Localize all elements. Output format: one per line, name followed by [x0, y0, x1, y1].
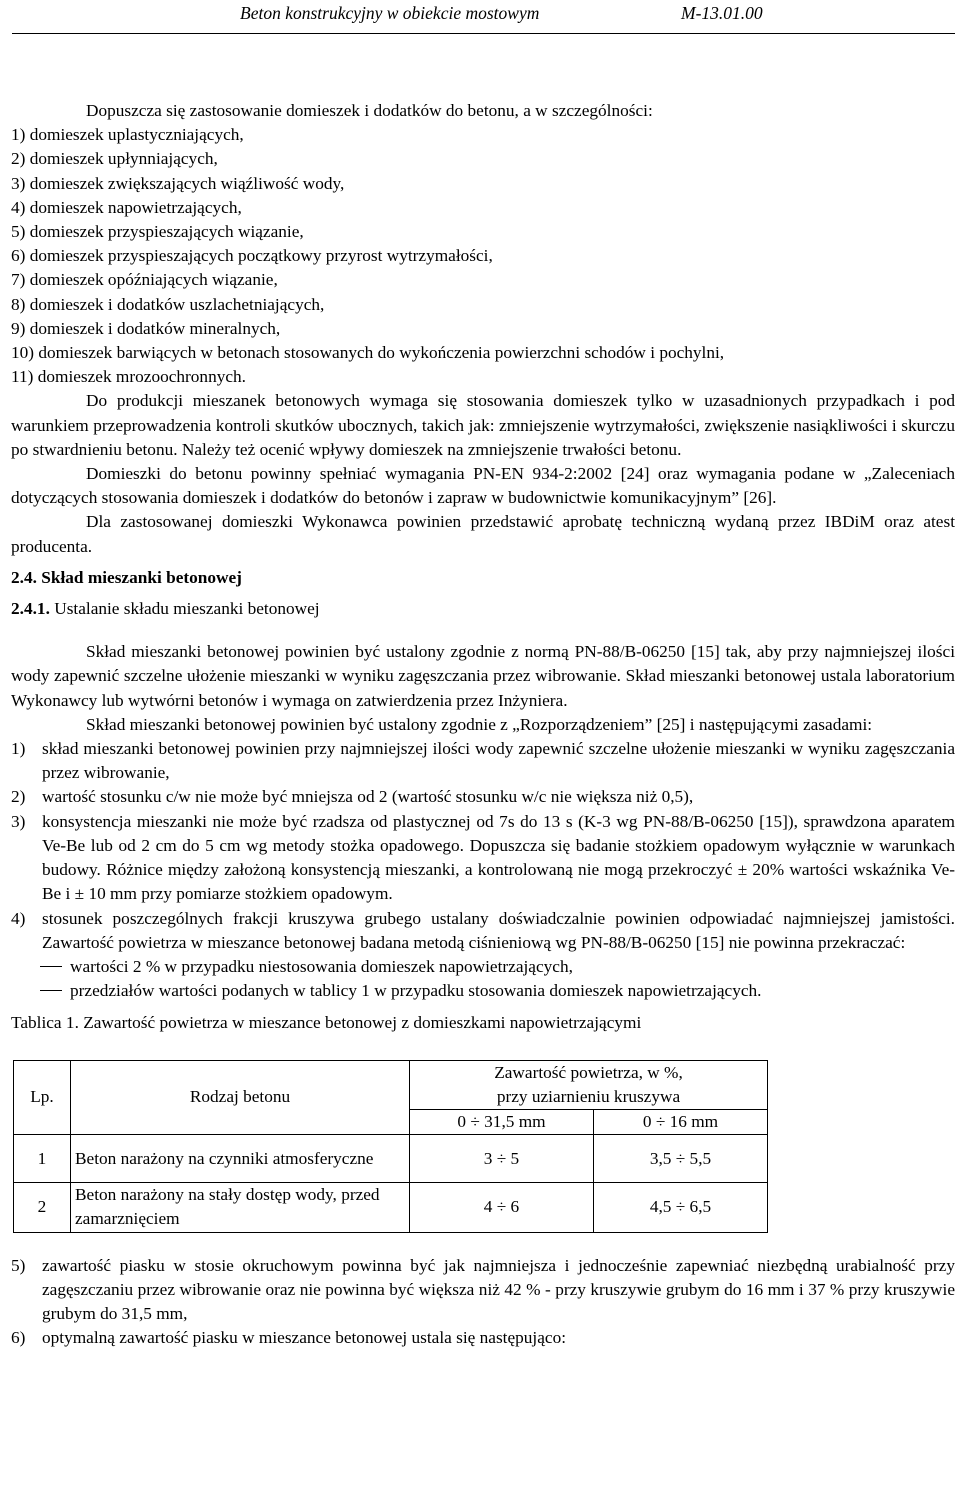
list-item: 5) domieszek przyspieszających wiązanie, — [11, 222, 304, 242]
list-item: 6) domieszek przyspieszających początkowy przyrost wytrzymałości, — [11, 246, 493, 266]
list-text: wartości 2 % w przypadku niestosowania domieszek napowietrzających, — [70, 956, 573, 976]
list-item: 1) domieszek uplastyczniających, — [11, 125, 244, 145]
list-text: zawartość piasku w stosie okruchowym powinna być jak najmniejsza i jednocześnie zapewniać niezbędną urabialność przy zagęszczaniu przez wibrowanie oraz nie powinna być większa niż 42 % - przy kruszywie grubym do 16 mm i 37 % przy kruszywie grubym do 31,5 mm, — [42, 1255, 955, 1323]
list-number: 3) — [11, 811, 26, 831]
list-item — [11, 955, 955, 979]
list-item: 11) domieszek mrozoochronnych. — [11, 367, 246, 387]
list-text: przedziałów wartości podanych w tablicy 1 w przypadku stosowania domieszek napowietrzających. — [70, 981, 762, 1001]
table-header-fraction-2: 0 ÷ 16 mm — [594, 1109, 768, 1134]
rules-list-continued — [11, 1254, 955, 1351]
list-item — [11, 979, 955, 1003]
table-cell: Beton narażony na czynniki atmosferyczne — [71, 1135, 410, 1183]
list-item: 10) domieszek barwiących w betonach stosowanych do wykończenia powierzchni schodów i pochylni, — [11, 343, 725, 363]
table-cell: 1 — [14, 1135, 71, 1183]
list-text: wartość stosunku c/w nie może być mniejsza od 2 (wartość stosunku w/c nie większa niż 0,5), — [42, 787, 694, 807]
list-number: 2) — [11, 787, 26, 807]
dash-bullet — [40, 990, 62, 991]
list-item — [11, 907, 955, 955]
list-item: 9) domieszek i dodatków mineralnych, — [11, 318, 281, 338]
list-item: 7) domieszek opóźniających wiązanie, — [11, 270, 278, 290]
paragraph: Dla zastosowanej domieszki Wykonawca powinien przedstawić aprobatę techniczną wydaną przez IBDiM oraz atest producenta. — [11, 512, 955, 556]
list-number: 5) — [11, 1255, 26, 1275]
admixtures-intro: Dopuszcza się zastosowanie domieszek i dodatków do betonu, a w szczególności: — [86, 101, 653, 120]
list-item — [11, 1326, 955, 1350]
document-title: Beton konstrukcyjny w obiekcie mostowym — [240, 3, 540, 23]
list-item — [11, 1254, 955, 1327]
header-line: Zawartość powietrza, w %, — [494, 1062, 683, 1082]
header-line: przy uziarnieniu kruszywa — [496, 1086, 681, 1106]
list-text: optymalną zawartość piasku w mieszance betonowej ustala się następująco: — [42, 1328, 567, 1348]
list-item: 2) domieszek upłynniających, — [11, 149, 218, 169]
subsection-title: Ustalanie składu mieszanki betonowej — [54, 599, 320, 619]
rules-list — [11, 737, 955, 955]
page-header — [0, 0, 960, 36]
list-number: 1) — [11, 739, 26, 759]
table-header-type: Rodzaj betonu — [71, 1060, 410, 1135]
list-item — [11, 810, 955, 907]
paragraph: Skład mieszanki betonowej powinien być ustalony zgodnie z normą PN-88/B-06250 [15] tak, aby przy najmniejszej ilości wody zapewnić szczelne ułożenie mieszanki w wyniku zagęszczania przez wibrowanie. Skład mieszanki betonowej ustala laboratorium Wykonawcy lub wytwórni betonów i wymaga on zatwierdzenia przez Inżyniera. — [11, 642, 955, 710]
table-header-lp: Lp. — [14, 1060, 71, 1135]
admixtures-list — [11, 123, 955, 389]
table-cell: 3 ÷ 5 — [410, 1135, 594, 1183]
list-text: konsystencja mieszanki nie może być rzadsza od plastycznej od 7s do 13 s (K-3 wg PN-88/B-06250 [15]), sprawdzona aparatem Ve-Be lub od 2 cm do 5 cm wg metody stożka opadowego. Dopuszcza się badanie stożkiem opadowym wyłącznie w warunkach budowy. Różnice między założoną konsystencją mieszanki, a kontrolowaną nie mogą przekroczyć ± 20% wartości wskaźnika Ve-Be i ± 10 mm przy pomiarze stożkiem opadowym. — [42, 811, 955, 904]
table-row — [14, 1183, 768, 1232]
paragraph: Domieszki do betonu powinny spełniać wymagania PN-EN 934-2:2002 [24] oraz wymagania podane w „Zaleceniach dotyczących stosowania domieszek i dodatków do betonów i zapraw w budownictwie komunikacyjnym” [26]. — [11, 464, 955, 508]
table-cell: 4 ÷ 6 — [410, 1183, 594, 1232]
list-item: 8) domieszek i dodatków uszlachetniających, — [11, 294, 325, 314]
header-divider — [12, 33, 955, 34]
subsection-heading — [11, 597, 955, 621]
list-text: stosunek poszczególnych frakcji kruszywa grubego ustalany doświadczalnie powinien odpowiadać najmniejszej jamistości. Zawartość powietrza w mieszance betonowej badana metodą ciśnieniową wg PN-88/B-06250 [15] nie powinna przekraczać: — [42, 908, 955, 952]
list-text: skład mieszanki betonowej powinien przy najmniejszej ilości wody zapewnić szczelne ułożenie mieszanki w wyniku zagęszczania przez wibrowanie, — [42, 739, 955, 783]
section-heading: 2.4. Skład mieszanki betonowej — [11, 567, 242, 587]
paragraph: Skład mieszanki betonowej powinien być ustalony zgodnie z „Rozporządzeniem” [25] i następującymi zasadami: — [86, 714, 873, 734]
table-caption: Tablica 1. Zawartość powietrza w mieszance betonowej z domieszkami napowietrzającymi — [11, 1013, 642, 1033]
list-number: 6) — [11, 1328, 26, 1348]
table-header-fraction-1: 0 ÷ 31,5 mm — [410, 1109, 594, 1134]
table-cell: 2 — [14, 1183, 71, 1232]
list-item: 3) domieszek zwiększających wiąźliwość wody, — [11, 173, 345, 193]
list-item — [11, 737, 955, 785]
table-row — [14, 1135, 768, 1183]
table-cell: 4,5 ÷ 6,5 — [594, 1183, 768, 1232]
table-cell: Beton narażony na stały dostęp wody, przed zamarznięciem — [71, 1183, 410, 1232]
table-cell: 3,5 ÷ 5,5 — [594, 1135, 768, 1183]
air-content-table — [13, 1060, 768, 1233]
list-item: 4) domieszek napowietrzających, — [11, 197, 242, 217]
air-limits-list — [11, 955, 955, 1003]
document-code: M-13.01.00 — [681, 3, 763, 23]
list-item — [11, 785, 955, 809]
table-header-air — [410, 1060, 768, 1109]
page-body — [11, 99, 955, 1350]
dash-bullet — [40, 966, 62, 967]
paragraph: Do produkcji mieszanek betonowych wymaga się stosowania domieszek tylko w uzasadnionych przypadkach i pod warunkiem przeprowadzenia kontroli skutków ubocznych, takich jak: zmniejszenie wytrzymałości, zwiększenie nasiąkliwości i skurczu po stwardnieniu betonu. Należy też ocenić wpływy domieszek na zmniejszenie trwałości betonu. — [11, 391, 955, 459]
list-number: 4) — [11, 908, 26, 928]
subsection-number: 2.4.1. — [11, 599, 50, 619]
